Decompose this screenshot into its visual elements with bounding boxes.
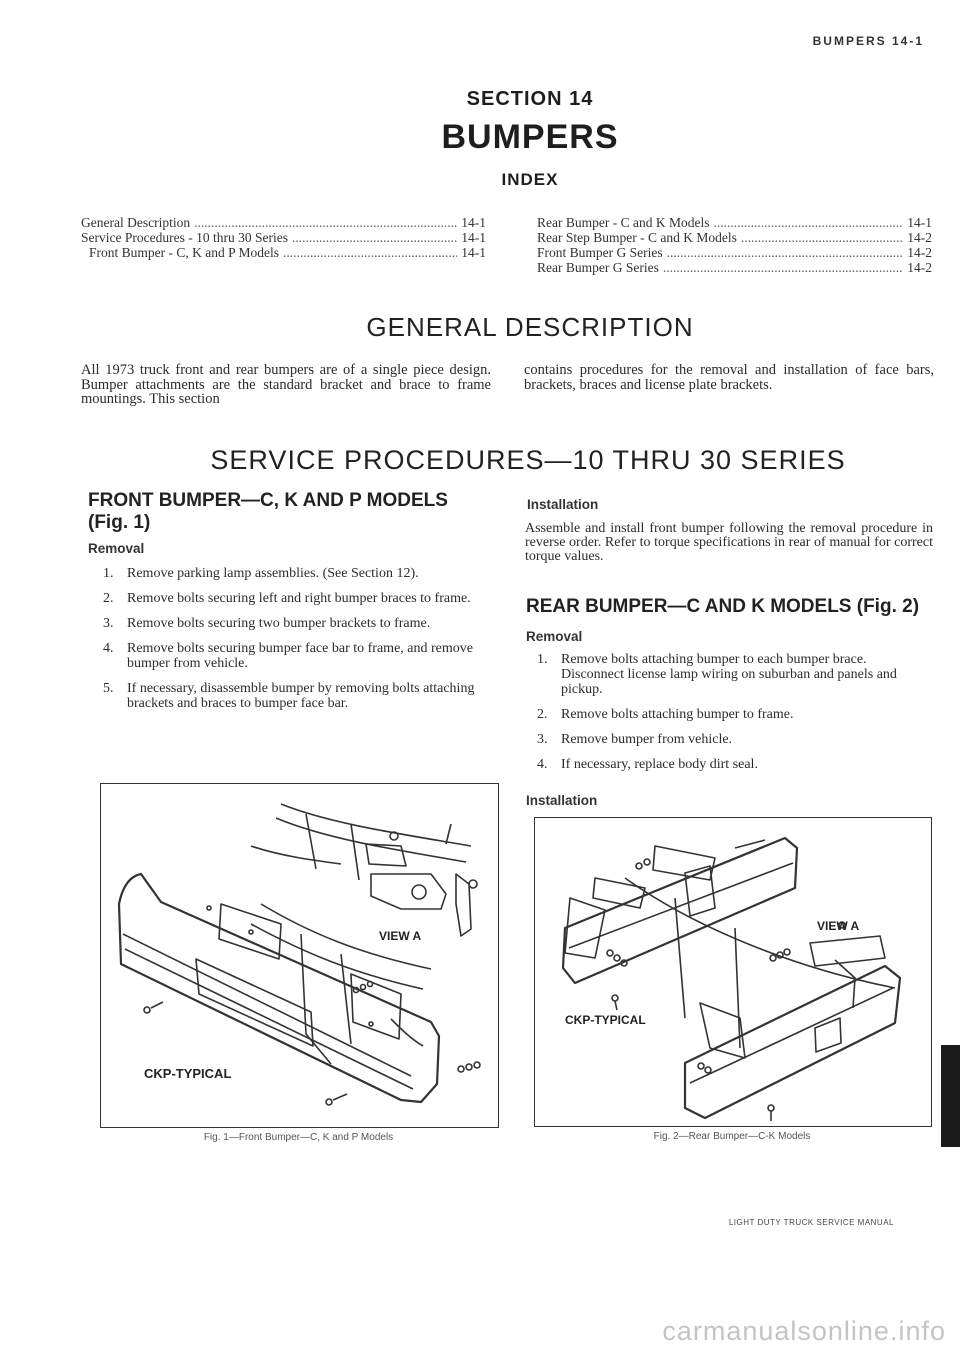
fig2-view-label: VIEW A bbox=[817, 919, 860, 933]
index-entry[interactable]: Rear Bumper - C and K Models ..... 14-1 bbox=[537, 215, 932, 230]
front-installation-heading: Installation bbox=[527, 497, 599, 512]
front-removal-steps bbox=[103, 566, 488, 721]
list-item: 4. If necessary, replace body dirt seal. bbox=[537, 757, 758, 772]
figure-2-caption: Fig. 2—Rear Bumper—C-K Models bbox=[653, 1131, 811, 1142]
list-item: 1. Remove parking lamp assemblies. (See Section 12). bbox=[103, 566, 419, 581]
index-entry[interactable]: Rear Step Bumper - C and K Models ..... 14-2 bbox=[537, 230, 932, 245]
list-item: 4. Remove bolts securing bumper face bar to frame, and remove bumper from vehicle. bbox=[103, 641, 473, 671]
section-tab-marker bbox=[941, 1045, 960, 1147]
general-description-col1: All 1973 truck front and rear bumpers are of a single piece design. Bumper attachments are the standard bracket and brace to frame mountings. This section bbox=[81, 362, 491, 407]
figure-1-caption: Fig. 1—Front Bumper—C, K and P Models bbox=[203, 1132, 394, 1143]
list-item: 3. Remove bumper from vehicle. bbox=[537, 732, 733, 747]
rear-installation-heading: Installation bbox=[526, 793, 598, 808]
front-bumper-illustration bbox=[101, 784, 498, 1127]
list-item: 5. If necessary, disassemble bumper by removing bolts attaching brackets and braces to bumper face bar. bbox=[103, 681, 475, 711]
index-left-column bbox=[81, 215, 486, 260]
section-number: SECTION 14 bbox=[466, 88, 594, 110]
index-title: INDEX bbox=[501, 170, 559, 189]
index-right-column bbox=[537, 215, 932, 275]
front-installation-text: Assemble and install front bumper following the removal procedure in reverse order. Refer to torque specifications in rear of manual for correct torque values. bbox=[525, 521, 933, 564]
figure-1 bbox=[100, 783, 499, 1128]
index-entry[interactable]: Front Bumper - C, K and P Models ..... 14-1 bbox=[81, 245, 486, 260]
list-item: 1. Remove bolts attaching bumper to each bumper brace. Disconnect license lamp wiring on suburban and panels and pickup. bbox=[537, 652, 897, 697]
fig1-typical-label: CKP-TYPICAL bbox=[144, 1066, 232, 1081]
fig1-view-label: VIEW A bbox=[379, 929, 422, 943]
rear-removal-steps bbox=[537, 652, 933, 782]
index-entry[interactable]: Rear Bumper G Series ..... 14-2 bbox=[537, 260, 932, 275]
list-item: 2. Remove bolts securing left and right bumper braces to frame. bbox=[103, 591, 471, 606]
footer: LIGHT DUTY TRUCK SERVICE MANUAL bbox=[728, 1218, 894, 1227]
front-bumper-heading: FRONT BUMPER—C, K AND P MODELS (Fig. 1) bbox=[88, 490, 448, 533]
front-removal-heading: Removal bbox=[88, 541, 145, 556]
rear-removal-heading: Removal bbox=[526, 629, 583, 644]
index-entry[interactable]: Front Bumper G Series ..... 14-2 bbox=[537, 245, 932, 260]
list-item: 2. Remove bolts attaching bumper to frame. bbox=[537, 707, 794, 722]
list-item: 3. Remove bolts securing two bumper brackets to frame. bbox=[103, 616, 431, 631]
figure-2 bbox=[534, 817, 932, 1127]
general-description-heading: GENERAL DESCRIPTION bbox=[366, 312, 694, 342]
general-description-col2: contains procedures for the removal and installation of face bars, brackets, braces and license plate brackets. bbox=[524, 362, 934, 393]
index-entry[interactable]: Service Procedures - 10 thru 30 Series ..... 14-1 bbox=[81, 230, 486, 245]
section-title: BUMPERS bbox=[441, 118, 619, 156]
index-entry[interactable]: General Description ..... 14-1 bbox=[81, 215, 486, 230]
rear-bumper-illustration bbox=[535, 818, 931, 1126]
fig2-typical-label: CKP-TYPICAL bbox=[565, 1013, 646, 1027]
rear-bumper-heading: REAR BUMPER—C AND K MODELS (Fig. 2) bbox=[526, 596, 920, 617]
running-head: BUMPERS 14-1 bbox=[812, 34, 924, 48]
service-procedures-heading: SERVICE PROCEDURES—10 THRU 30 SERIES bbox=[210, 445, 846, 475]
watermark: carmanualsonline.info bbox=[662, 1316, 946, 1346]
